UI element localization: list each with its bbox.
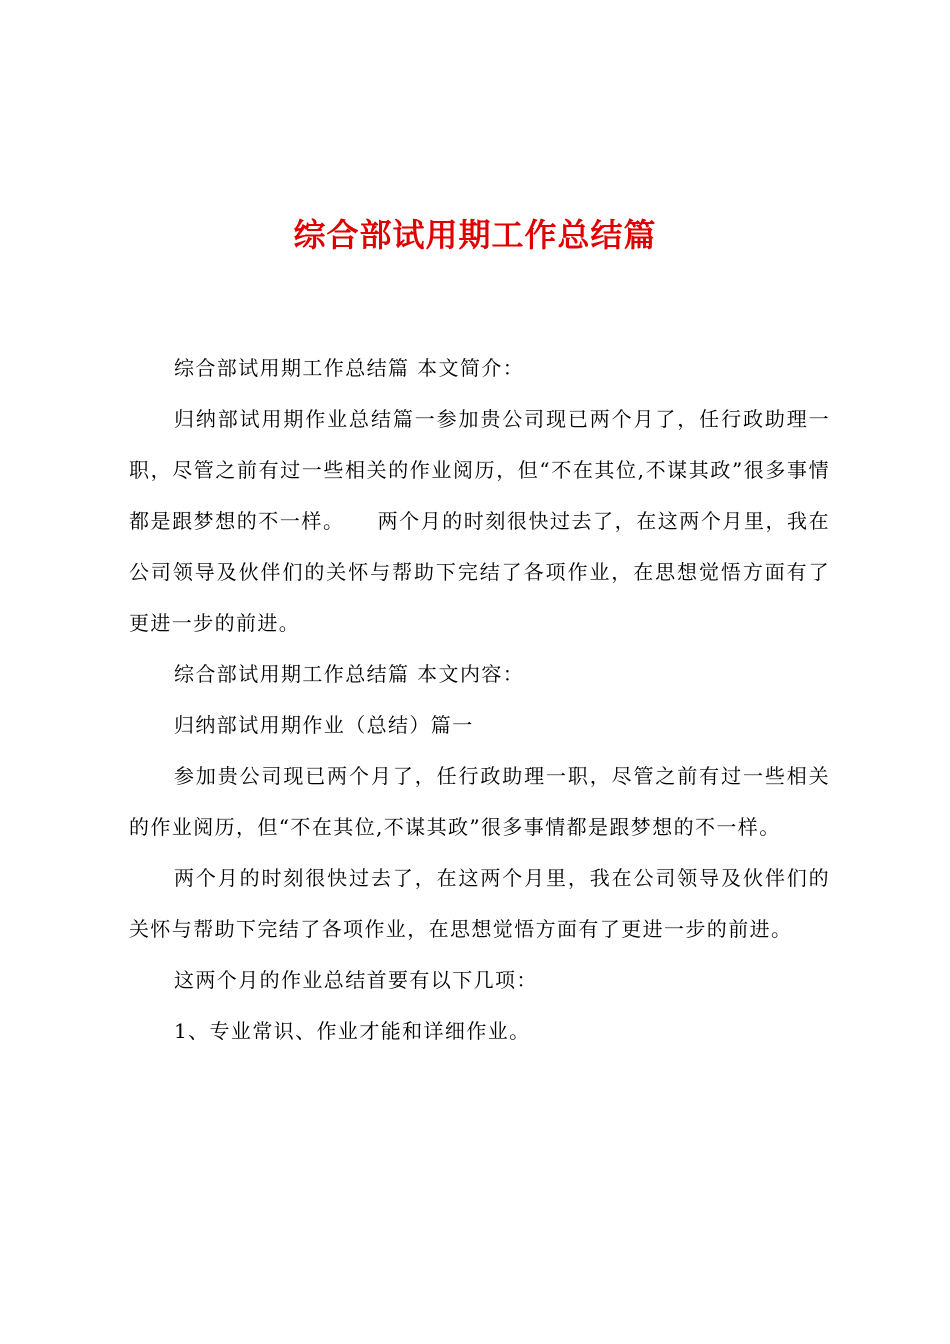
document-title: 综合部试用期工作总结篇 bbox=[293, 216, 657, 254]
intro-summary-paragraph: 归纳部试用期作业总结篇一参加贵公司现已两个月了，任行政助理一职，尽管之前有过一些相关的作业阅历，但“不在其位,不谋其政”很多事情都是跟梦想的不一样。 两个月的时刻很快过去了，在这两个月里，我在公司领导及伙伴们的关怀与帮助下完结了各项作业，在思想觉悟方面有了更进一步的前进。 bbox=[129, 407, 830, 635]
document-body bbox=[129, 343, 830, 1057]
body-paragraph: 两个月的时刻很快过去了，在这两个月里，我在公司领导及伙伴们的关怀与帮助下完结了各项作业，在思想觉悟方面有了更进一步的前进。 bbox=[129, 866, 830, 941]
body-paragraph: 参加贵公司现已两个月了，任行政助理一职，尽管之前有过一些相关的作业阅历，但“不在其位,不谋其政”很多事情都是跟梦想的不一样。 bbox=[129, 764, 830, 839]
content-heading: 综合部试用期工作总结篇 本文内容： bbox=[174, 662, 525, 686]
list-item: 1、专业常识、作业才能和详细作业。 bbox=[174, 1019, 531, 1043]
list-intro-paragraph: 这两个月的作业总结首要有以下几项： bbox=[174, 968, 538, 992]
intro-heading: 综合部试用期工作总结篇 本文简介： bbox=[174, 356, 525, 380]
section-heading: 归纳部试用期作业（总结）篇一 bbox=[174, 713, 474, 737]
